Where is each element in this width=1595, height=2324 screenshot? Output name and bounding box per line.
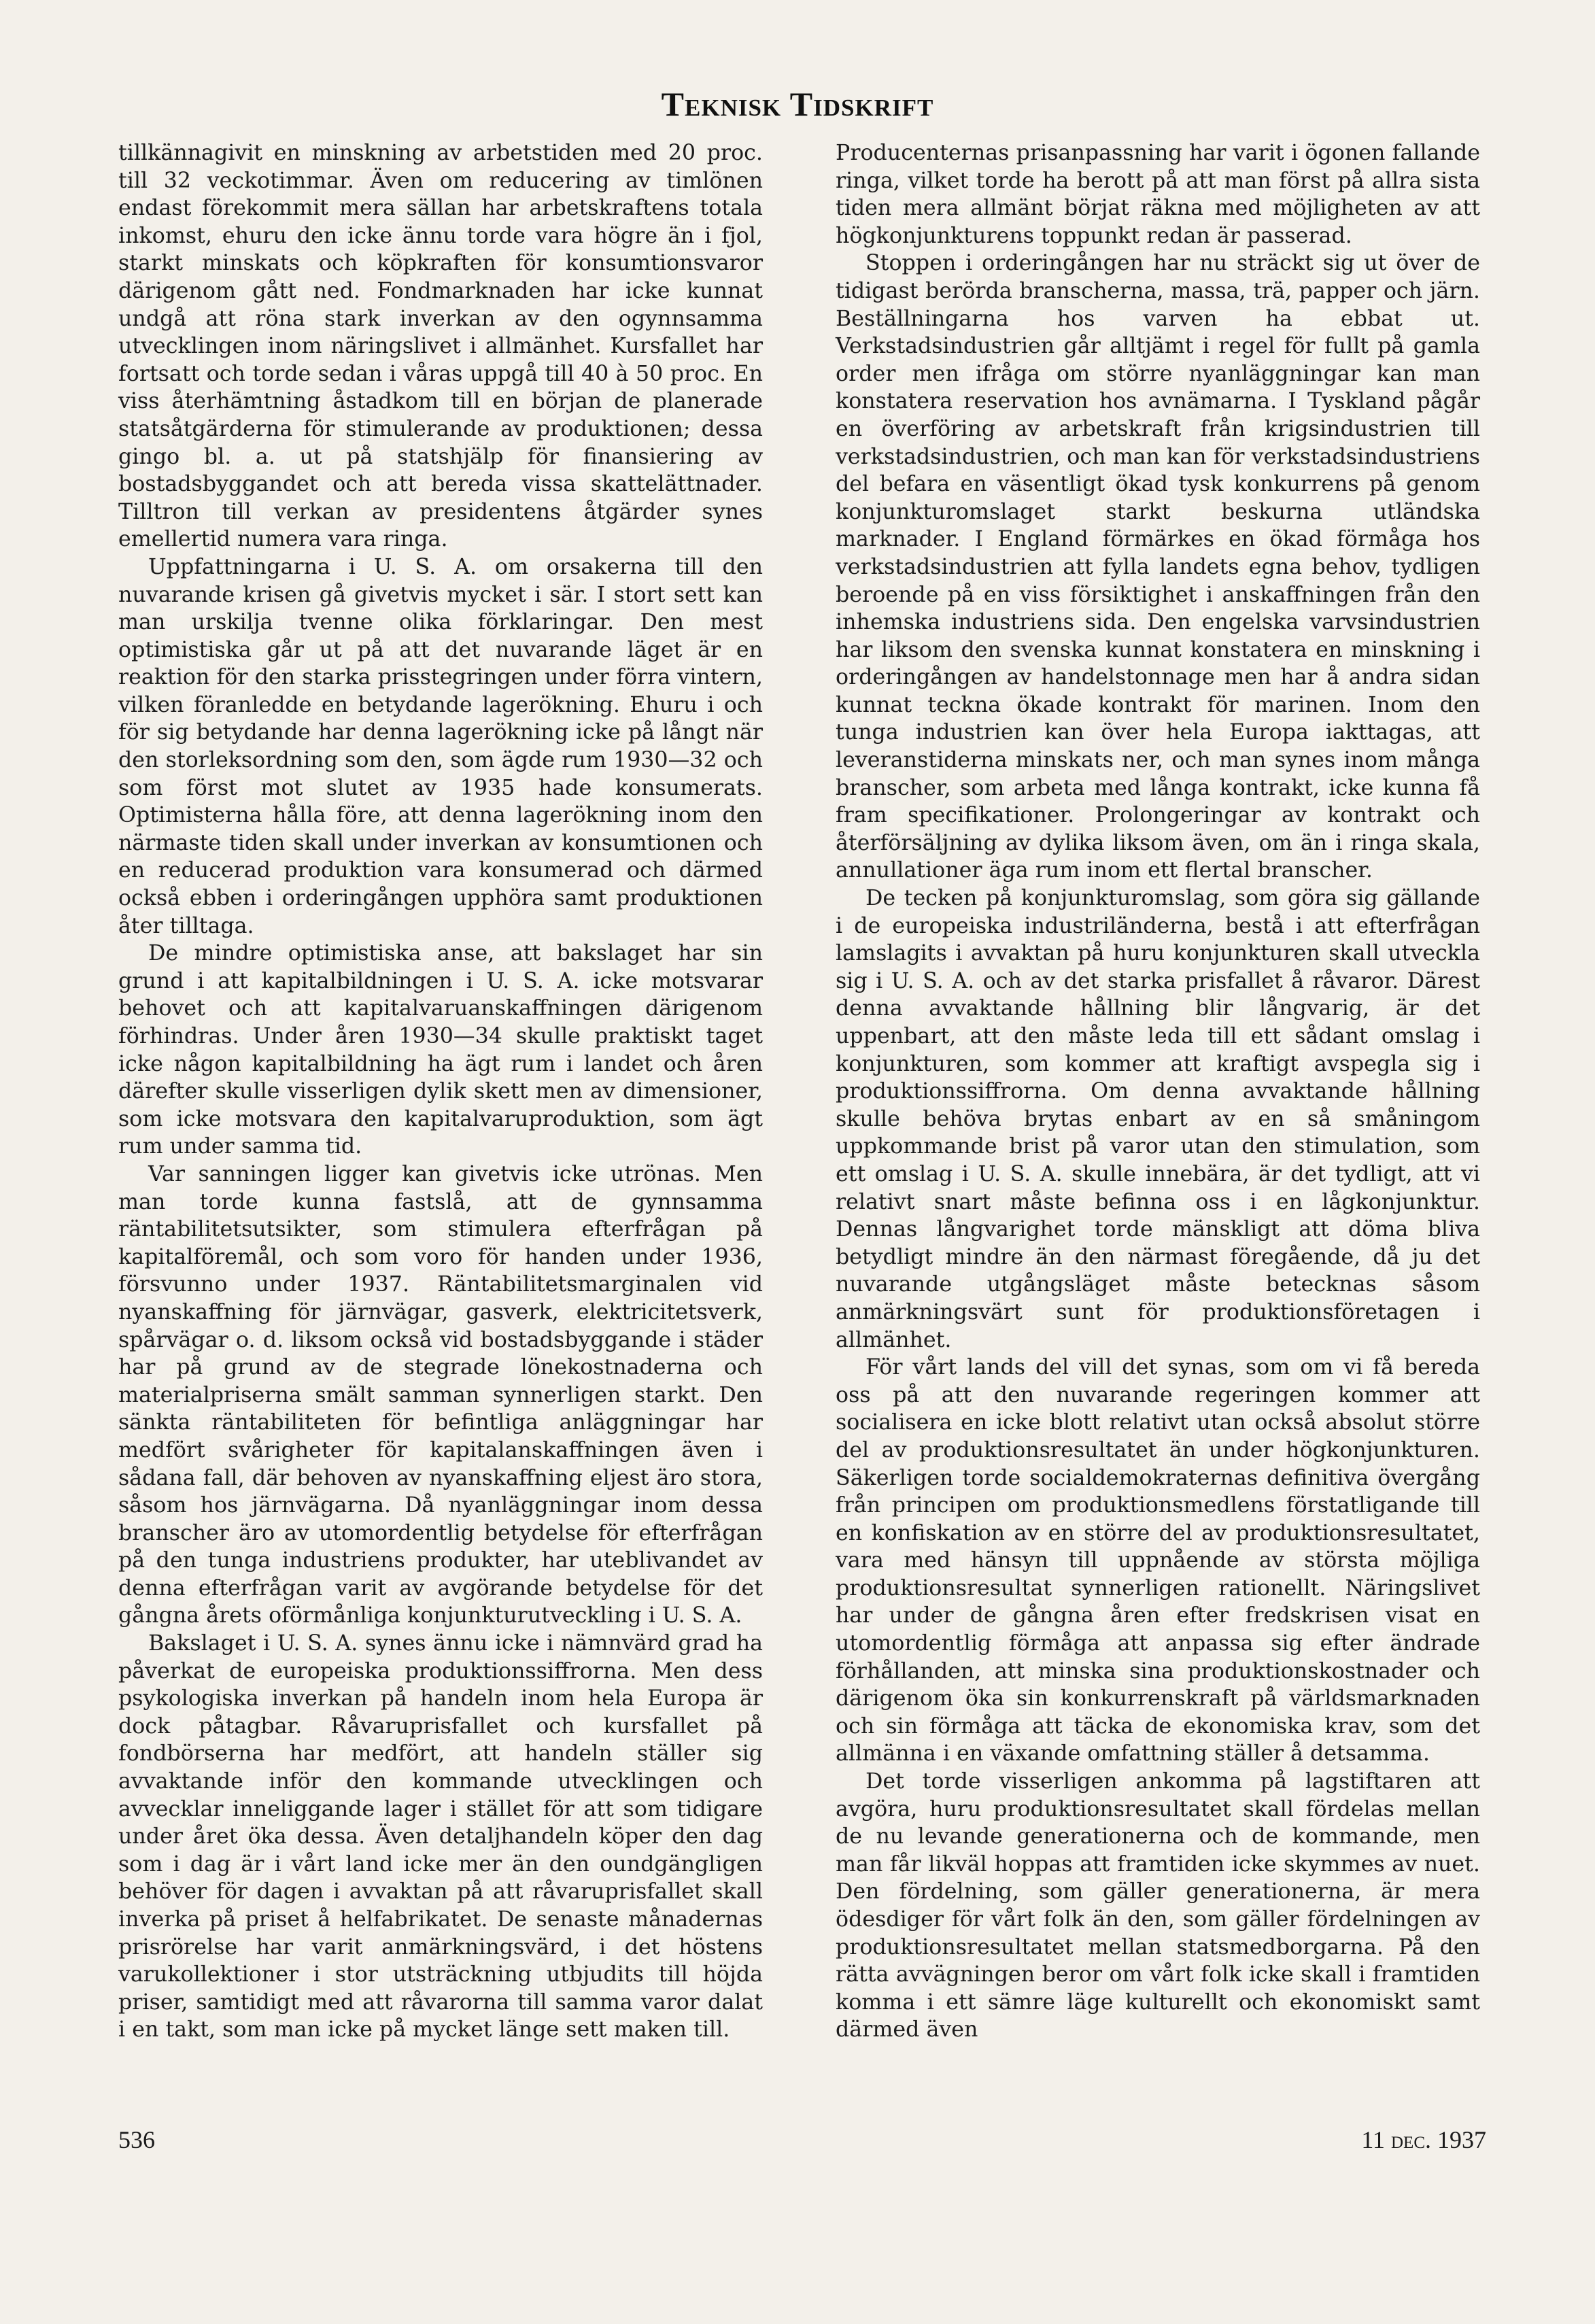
paragraph: De mindre optimistiska anse, att bakslaget har sin grund i att kapitalbildningen i U. S. A. icke motsvarar behovet och att kapitalvaruanskaffningen därigenom förhindras. Under åren 1930—34 skulle praktiskt taget icke någon kapitalbildning ha ägt rum i landet och åren därefter skulle visserligen dylik skett men av dimensioner, som icke motsvara den kapitalvaruproduktion, som ägt rum under samma tid. — [118, 941, 763, 1159]
page-number: 536 — [118, 2126, 155, 2153]
paragraph: Producenternas prisanpassning har varit i ögonen fallande ringa, vilket torde ha berott på att man först på allra sista tiden mera allmänt börjat räkna med möjligheten av att högkonjunkturens toppunkt redan är passerad. — [836, 141, 1480, 248]
paragraph: Bakslaget i U. S. A. synes ännu icke i nämnvärd grad ha påverkat de europeiska produktionssiffrorna. Men dess psykologiska inverkan på handeln inom hela Europa är dock påtagbar. Råvaruprisfallet och kursfallet på fondbörserna har medfört, att handeln ställer sig avvaktande inför den kommande utvecklingen och avvecklar inneliggande lager i stället för att som tidigare under året öka dessa. Även detaljhandeln köper den dag som i dag är i vårt land icke mer än den oundgängligen behöver för dagen i avvaktan på att råvaruprisfallet skall inverka på priset å helfabrikatet. De senaste månadernas prisrörelse har varit anmärkningsvärd, i det höstens varukollektioner i stor utsträckning utbjudits till höjda priser, samtidigt med att råvarorna till samma varor dalat i en takt, som man icke på mycket länge sett maken till. — [118, 1631, 763, 2043]
issue-date — [1361, 2125, 1486, 2154]
paragraph: tillkännagivit en minskning av arbetstiden med 20 proc. till 32 veckotimmar. Även om reducering av timlönen endast förekommit mera sällan har arbetskraftens totala inkomst, ehuru den icke ännu torde vara högre än i fjol, starkt minskats och köpkraften för konsumtionsvaror därigenom gått ned. Fondmarknaden har icke kunnat undgå att röna stark inverkan av den ogynnsamma utvecklingen inom näringslivet i allmänhet. Kursfallet har fortsatt och torde sedan i våras uppgå till 40 à 50 proc. En viss återhämtning åstadkom till en början de planerade statsåtgärderna för stimulerande av produktionen; dessa gingo bl. a. ut på statshjälp för finansiering av bostadsbyggandet och att bereda vissa skattelättnader. Tilltron till verkan av presidentens åtgärder synes emellertid numera vara ringa. — [118, 141, 763, 552]
paragraph: Uppfattningarna i U. S. A. om orsakerna till den nuvarande krisen gå givetvis mycket i sär. I stort sett kan man urskilja tvenne olika förklaringar. Den mest optimistiska går ut på att det nuvarande läget är en reaktion för den starka prisstegringen under förra vintern, vilken föranledde en betydande lagerökning. Ehuru i och för sig betydande har denna lagerökning icke på långt när den storleksordning som den, som ägde rum 1930—32 och som först mot slutet av 1935 hade konsumerats. Optimisterna hålla före, att denna lagerökning inom den närmaste tiden skall under inverkan av konsumtionen och en reducerad produktion vara konsumerad och därmed också ebben i orderingången upphöra samt produktionen åter tilltaga. — [118, 554, 763, 938]
issue-year: 1937 — [1437, 2126, 1486, 2153]
right-column — [836, 139, 1480, 2044]
paragraph: De tecken på konjunkturomslag, som göra sig gällande i de europeiska industriländerna, bestå i att efterfrågan lamslagits i avvaktan på huru konjunkturen skall utveckla sig i U. S. A. och av det starka prisfallet å råvaror. Därest denna avvaktande hållning blir långvarig, är det uppenbart, att den måste leda till ett sådant omslag i konjunkturen, som kommer att kraftigt avspegla sig i produktionssiffrorna. Om denna avvaktande hållning skulle behöva brytas enbart av en så småningom uppkommande brist på varor utan den stimulation, som ett omslag i U. S. A. skulle innebära, är det tydligt, att vi relativt snart måste befinna oss i en lågkonjunktur. Dennas långvarighet torde mänskligt att döma bliva betydligt mindre än den närmast föregående, då ju det nuvarande utgångsläget måste betecknas såsom anmärkningsvärt sunt för produktionsföretagen i allmänhet. — [836, 886, 1480, 1352]
paragraph: Var sanningen ligger kan givetvis icke utrönas. Men man torde kunna fastslå, att de gynnsamma räntabilitetsutsikter, som stimulera efterfrågan på kapitalföremål, och som voro för handen under 1936, försvunno under 1937. Räntabilitetsmarginalen vid nyanskaffning för järnvägar, gasverk, elektricitetsverk, spårvägar o. d. liksom också vid bostadsbyggande i städer har på grund av de stegrade lönekostnaderna och materialpriserna smält samman synnerligen starkt. Den sänkta räntabiliteten för befintliga anläggningar har medfört svårigheter för kapitalanskaffningen även i sådana fall, där behoven av nyanskaffning eljest äro stora, såsom hos järnvägarna. Då nyanläggningar inom dessa branscher äro av utomordentlig betydelse för efterfrågan på den tunga industriens produkter, har uteblivandet av denna efterfrågan varit av avgörande betydelse för det gångna årets oförmånliga konjunkturutveckling i U. S. A. — [118, 1161, 763, 1628]
paragraph: För vårt lands del vill det synas, som om vi få bereda oss på att den nuvarande regeringen kommer att socialisera en icke blott relativt utan också absolut större del av produktionsresultatet än under högkonjunkturen. Säkerligen torde socialdemokraternas definitiva övergång från principen om produktionsmedlens förstatligande till en konfiskation av en större del av produktionsresultatet, vara med hänsyn till uppnående av största möjliga produktionsresultat synnerligen rationellt. Näringslivet har under de gångna åren efter fredskrisen visat en utomordentlig förmåga att anpassa sig efter ändrade förhållanden, att minska sina produktionskostnader och därigenom öka sin konkurrenskraft på världsmarknaden och sin förmåga att täcka de ekonomiska krav, som det allmänna i en växande omfattning ställer å detsamma. — [836, 1355, 1480, 1766]
left-column — [118, 139, 763, 2044]
issue-day: 11 — [1361, 2126, 1385, 2153]
paragraph: Det torde visserligen ankomma på lagstiftaren att avgöra, huru produktionsresultatet skall fördelas mellan de nu levande generationerna och de kommande, men man får likväl hoppas att framtiden icke skymmes av nuet. Den fördelning, som gäller generationerna, är mera ödesdiger för vårt folk än den, som gäller fördelningen av produktionsresultatet mellan statsmedborgarna. På den rätta avvägningen beror om vårt folk icke skall i framtiden komma i ett sämre läge kulturellt och ekonomiskt samt därmed även — [836, 1769, 1480, 2043]
journal-title: Teknisk Tidskrift — [661, 85, 934, 123]
issue-month: dec. — [1391, 2126, 1431, 2153]
paragraph: Stoppen i orderingången har nu sträckt sig ut över de tidigast berörda branscherna, massa, trä, papper och järn. Beställningarna hos varven ha ebbat ut. Verkstadsindustrien går alltjämt i regel för fullt på gamla order men ifråga om större nyanläggningar kan man konstatera reservation hos avnämarna. I Tyskland pågår en överföring av arbetskraft från krigsindustrien till verkstadsindustrien, och man kan för verkstadsindustriens del befara en väsentligt ökad tysk konkurrens på genom konjunkturomslaget starkt beskurna utländska marknader. I England förmärkes en ökad förmåga hos verkstadsindustrien att fylla landets egna behov, tydligen beroende på en viss försiktighet i anskaffningen från den inhemska industriens sida. Den engelska varvsindustrien har liksom den svenska kunnat konstatera en minskning i orderingången av handelstonnage men har å andra sidan kunnat teckna ökade kontrakt för marinen. Inom den tunga industrien kan över hela Europa iakttagas, att leveranstiderna minskats ner, och man synes inom många branscher, som arbeta med långa kontrakt, icke kunna få fram specifikationer. Prolongeringar av kontrakt och återförsäljning av dylika liksom även, om än i ringa skala, annullationer äga rum inom ett flertal branscher. — [836, 251, 1480, 883]
